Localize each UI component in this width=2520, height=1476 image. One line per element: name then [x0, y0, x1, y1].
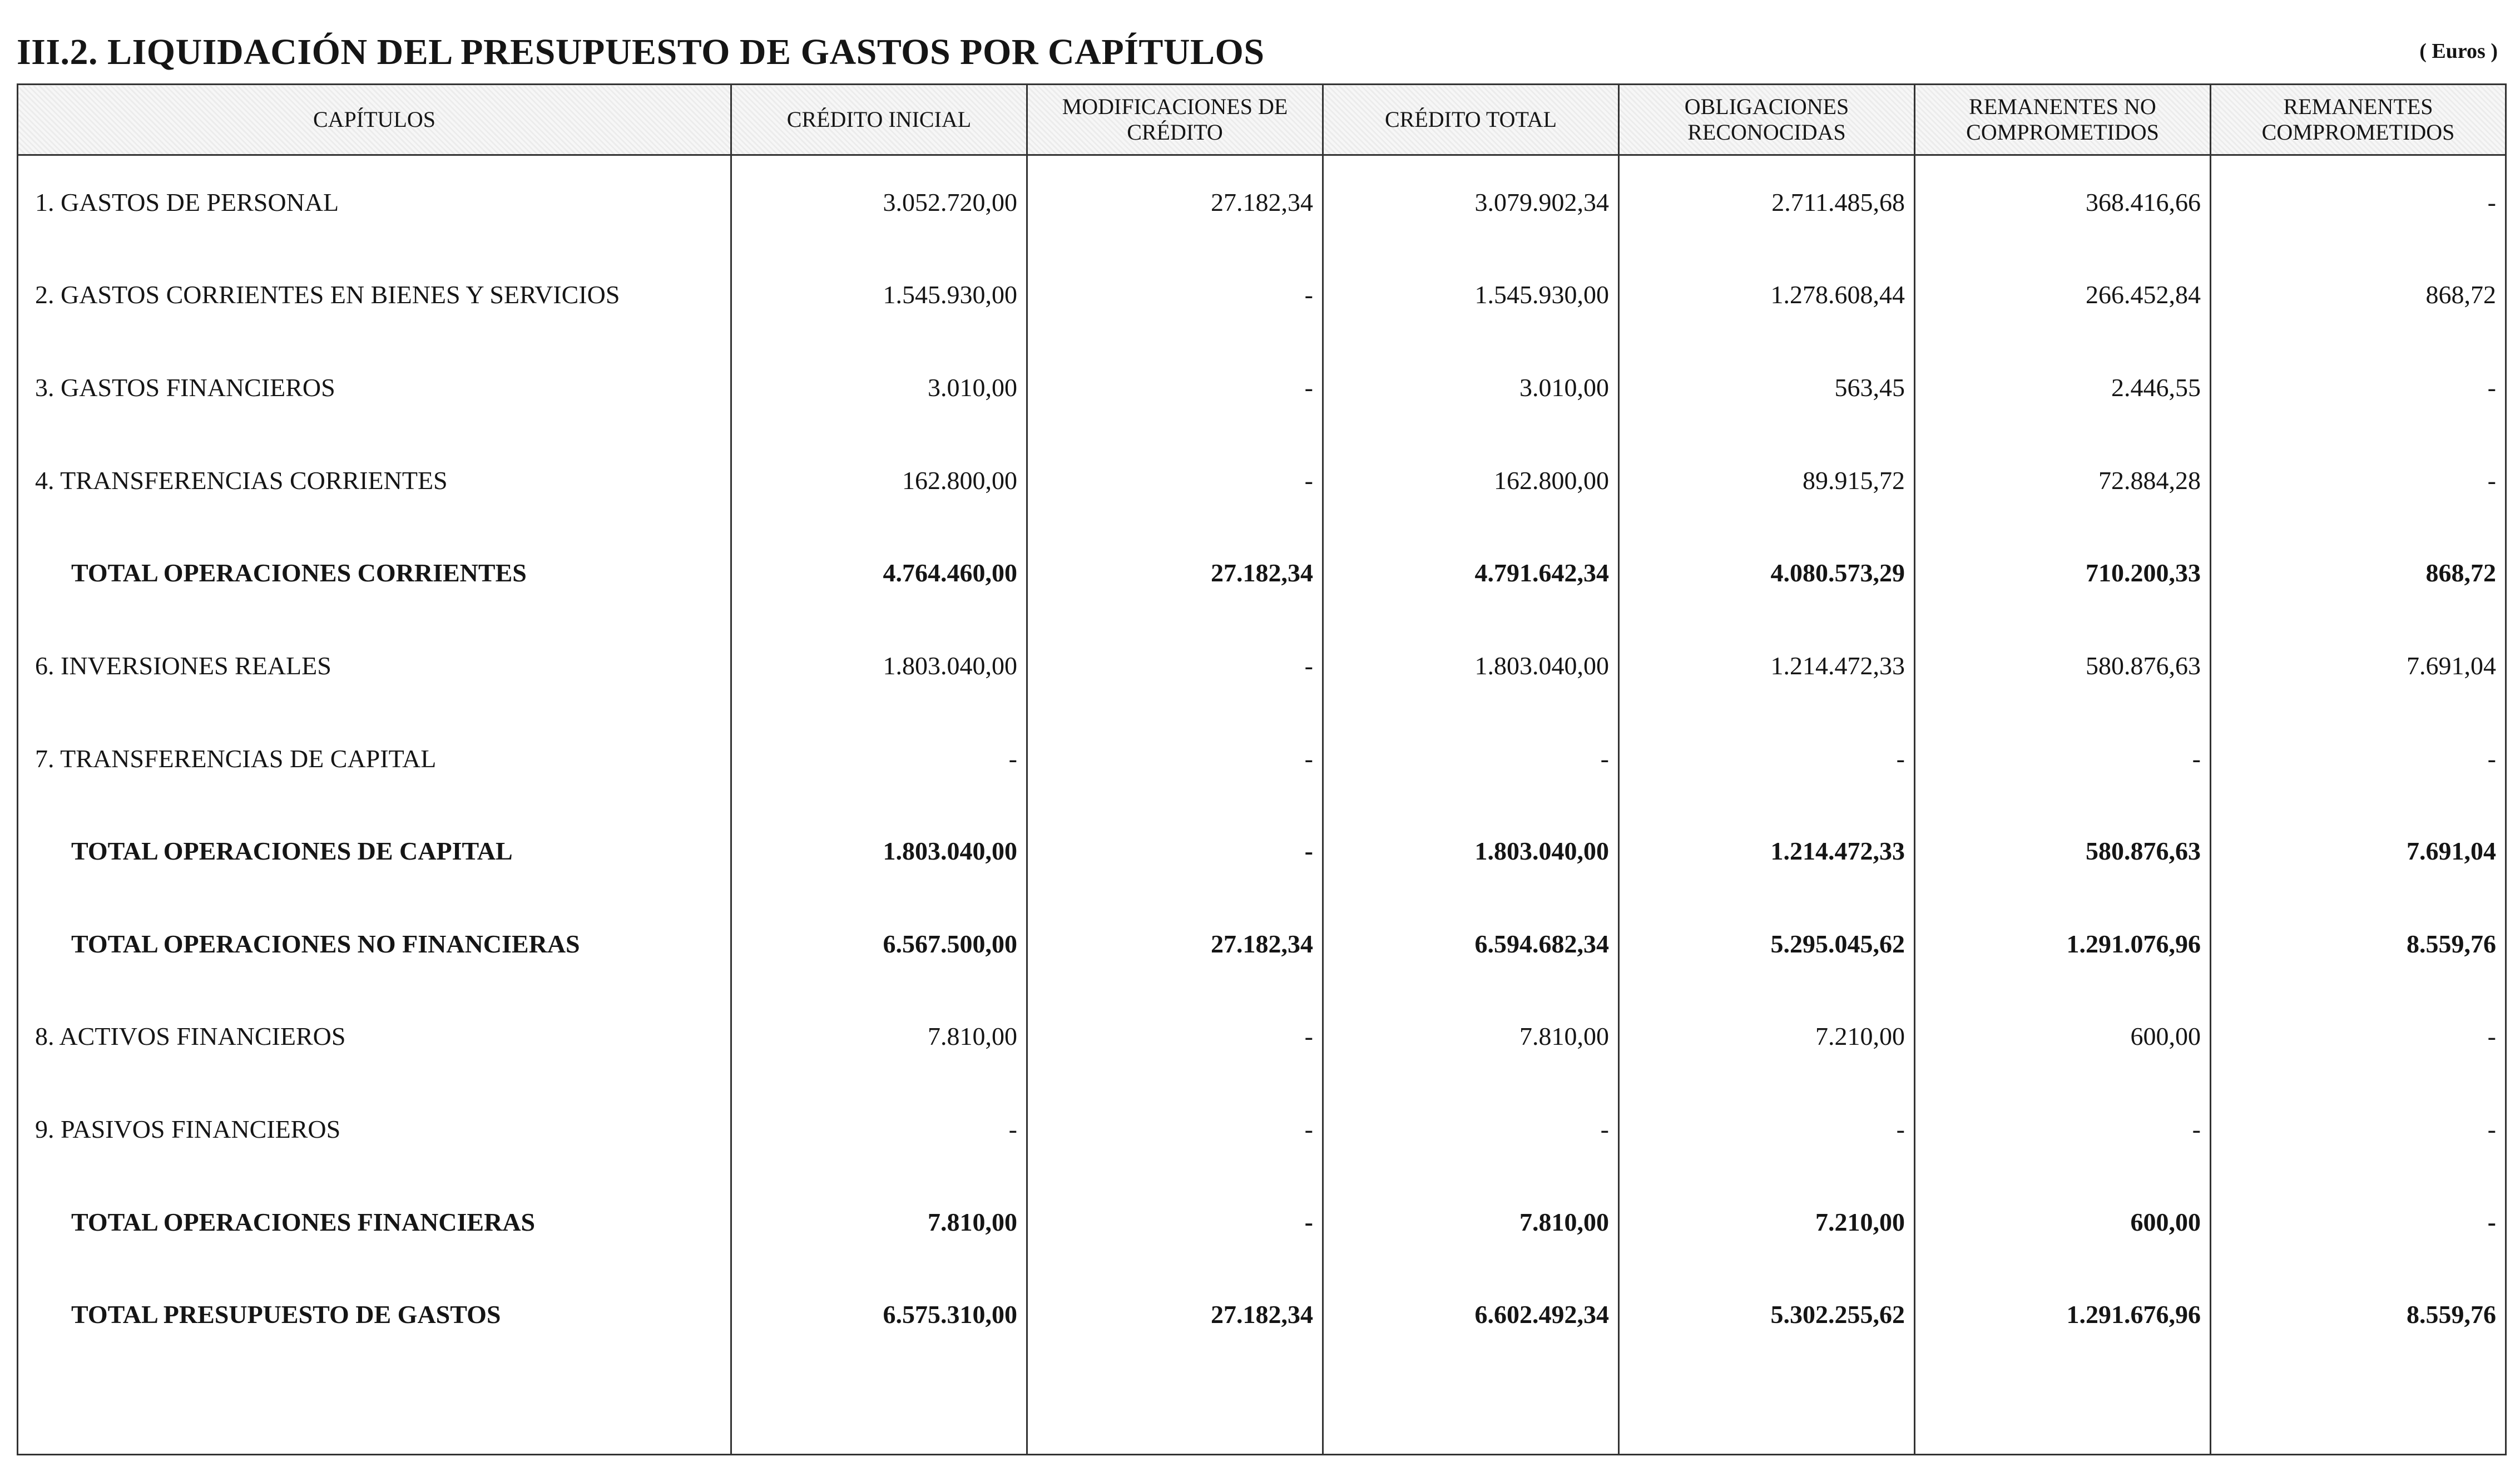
currency-units-label: ( Euros )	[2419, 40, 2498, 63]
cell-remanentes-comprometidos: -	[2211, 155, 2506, 249]
table-blank-row	[18, 1361, 2506, 1454]
cell-credito-inicial: 7.810,00	[731, 1176, 1027, 1268]
row-label: TOTAL OPERACIONES CORRIENTES	[18, 527, 731, 620]
total-row	[18, 1176, 2506, 1268]
cell-credito-total: -	[1323, 712, 1619, 805]
table-row	[18, 434, 2506, 527]
cell-remanentes-comprometidos: -	[2211, 341, 2506, 434]
cell-obligaciones: 5.302.255,62	[1619, 1268, 1915, 1361]
row-label: 8. ACTIVOS FINANCIEROS	[18, 990, 731, 1083]
cell-credito-total: 7.810,00	[1323, 1176, 1619, 1268]
cell-obligaciones: 563,45	[1619, 341, 1915, 434]
cell-credito-total: 6.602.492,34	[1323, 1268, 1619, 1361]
row-label: 6. INVERSIONES REALES	[18, 619, 731, 712]
cell-credito-total: 7.810,00	[1323, 990, 1619, 1083]
cell-credito-inicial: 6.575.310,00	[731, 1268, 1027, 1361]
cell-remanentes-comprometidos: 7.691,04	[2211, 619, 2506, 712]
cell-remanentes-no-comprometidos: 72.884,28	[1915, 434, 2211, 527]
cell-modificaciones: -	[1027, 434, 1323, 527]
cell-remanentes-no-comprometidos: 368.416,66	[1915, 155, 2211, 249]
total-row	[18, 804, 2506, 897]
cell-obligaciones: 5.295.045,62	[1619, 897, 1915, 990]
row-label: TOTAL OPERACIONES NO FINANCIERAS	[18, 897, 731, 990]
cell-remanentes-comprometidos: 8.559,76	[2211, 1268, 2506, 1361]
cell-remanentes-comprometidos: -	[2211, 1176, 2506, 1268]
cell-remanentes-comprometidos: -	[2211, 712, 2506, 805]
grand-total-row	[18, 1268, 2506, 1361]
cell-remanentes-comprometidos: 8.559,76	[2211, 897, 2506, 990]
cell-credito-inicial: 7.810,00	[731, 990, 1027, 1083]
blank-cell	[1915, 1361, 2211, 1454]
cell-credito-inicial: 1.545.930,00	[731, 249, 1027, 342]
cell-remanentes-no-comprometidos: 1.291.076,96	[1915, 897, 2211, 990]
cell-credito-inicial: 6.567.500,00	[731, 897, 1027, 990]
cell-modificaciones: -	[1027, 341, 1323, 434]
cell-credito-total: 3.010,00	[1323, 341, 1619, 434]
column-header-modificaciones: MODIFICACIONES DE CRÉDITO	[1027, 85, 1323, 155]
row-label: 4. TRANSFERENCIAS CORRIENTES	[18, 434, 731, 527]
column-header-credito-inicial: CRÉDITO INICIAL	[731, 85, 1027, 155]
row-label: 2. GASTOS CORRIENTES EN BIENES Y SERVICIOS	[18, 249, 731, 342]
cell-obligaciones: 4.080.573,29	[1619, 527, 1915, 620]
cell-credito-total: 3.079.902,34	[1323, 155, 1619, 249]
column-header-credito-total: CRÉDITO TOTAL	[1323, 85, 1619, 155]
cell-remanentes-no-comprometidos: 600,00	[1915, 1176, 2211, 1268]
cell-modificaciones: 27.182,34	[1027, 527, 1323, 620]
cell-remanentes-no-comprometidos: -	[1915, 1083, 2211, 1176]
cell-credito-total: 4.791.642,34	[1323, 527, 1619, 620]
column-header-obligaciones: OBLIGACIONES RECONOCIDAS	[1619, 85, 1915, 155]
cell-modificaciones: -	[1027, 249, 1323, 342]
cell-modificaciones: 27.182,34	[1027, 1268, 1323, 1361]
cell-credito-total: -	[1323, 1083, 1619, 1176]
cell-obligaciones: -	[1619, 712, 1915, 805]
cell-remanentes-comprometidos: -	[2211, 434, 2506, 527]
cell-obligaciones: 7.210,00	[1619, 990, 1915, 1083]
cell-credito-inicial: 4.764.460,00	[731, 527, 1027, 620]
row-label: 1. GASTOS DE PERSONAL	[18, 155, 731, 249]
table-row	[18, 712, 2506, 805]
cell-remanentes-no-comprometidos: 580.876,63	[1915, 619, 2211, 712]
budget-table	[17, 83, 2507, 1455]
total-row	[18, 897, 2506, 990]
cell-remanentes-no-comprometidos: 2.446,55	[1915, 341, 2211, 434]
total-row	[18, 527, 2506, 620]
column-header-capitulos: CAPÍTULOS	[18, 85, 731, 155]
cell-credito-inicial: 3.010,00	[731, 341, 1027, 434]
cell-remanentes-comprometidos: 868,72	[2211, 249, 2506, 342]
cell-obligaciones: 7.210,00	[1619, 1176, 1915, 1268]
cell-remanentes-no-comprometidos: 600,00	[1915, 990, 2211, 1083]
cell-credito-inicial: -	[731, 712, 1027, 805]
table-row	[18, 619, 2506, 712]
row-label: TOTAL OPERACIONES DE CAPITAL	[18, 804, 731, 897]
cell-remanentes-comprometidos: -	[2211, 1083, 2506, 1176]
column-header-remanentes-comprometidos: REMANENTES COMPROMETIDOS	[2211, 85, 2506, 155]
cell-remanentes-no-comprometidos: 580.876,63	[1915, 804, 2211, 897]
blank-cell	[2211, 1361, 2506, 1454]
cell-remanentes-no-comprometidos: -	[1915, 712, 2211, 805]
column-header-remanentes-no-comprometidos: REMANENTES NO COMPROMETIDOS	[1915, 85, 2211, 155]
cell-modificaciones: -	[1027, 1176, 1323, 1268]
table-row	[18, 341, 2506, 434]
cell-credito-total: 162.800,00	[1323, 434, 1619, 527]
cell-obligaciones: 89.915,72	[1619, 434, 1915, 527]
cell-obligaciones: -	[1619, 1083, 1915, 1176]
cell-remanentes-no-comprometidos: 266.452,84	[1915, 249, 2211, 342]
cell-remanentes-no-comprometidos: 710.200,33	[1915, 527, 2211, 620]
cell-credito-inicial: 1.803.040,00	[731, 804, 1027, 897]
cell-credito-total: 1.545.930,00	[1323, 249, 1619, 342]
cell-obligaciones: 1.214.472,33	[1619, 804, 1915, 897]
table-row	[18, 155, 2506, 249]
table-row	[18, 990, 2506, 1083]
cell-modificaciones: -	[1027, 1083, 1323, 1176]
page-title: III.2. LIQUIDACIÓN DEL PRESUPUESTO DE GASTOS POR CAPÍTULOS	[17, 32, 1265, 72]
row-label: TOTAL PRESUPUESTO DE GASTOS	[18, 1268, 731, 1361]
blank-cell	[1323, 1361, 1619, 1454]
blank-cell	[1027, 1361, 1323, 1454]
cell-remanentes-comprometidos: 868,72	[2211, 527, 2506, 620]
row-label: 9. PASIVOS FINANCIEROS	[18, 1083, 731, 1176]
cell-credito-total: 6.594.682,34	[1323, 897, 1619, 990]
blank-cell	[1619, 1361, 1915, 1454]
cell-remanentes-comprometidos: 7.691,04	[2211, 804, 2506, 897]
cell-credito-inicial: -	[731, 1083, 1027, 1176]
row-label: 3. GASTOS FINANCIEROS	[18, 341, 731, 434]
cell-credito-total: 1.803.040,00	[1323, 804, 1619, 897]
cell-obligaciones: 1.278.608,44	[1619, 249, 1915, 342]
cell-modificaciones: -	[1027, 619, 1323, 712]
cell-remanentes-comprometidos: -	[2211, 990, 2506, 1083]
cell-remanentes-no-comprometidos: 1.291.676,96	[1915, 1268, 2211, 1361]
table-header-row	[18, 85, 2506, 155]
cell-obligaciones: 1.214.472,33	[1619, 619, 1915, 712]
cell-modificaciones: -	[1027, 990, 1323, 1083]
row-label: 7. TRANSFERENCIAS DE CAPITAL	[18, 712, 731, 805]
cell-modificaciones: -	[1027, 712, 1323, 805]
cell-credito-inicial: 1.803.040,00	[731, 619, 1027, 712]
cell-modificaciones: 27.182,34	[1027, 155, 1323, 249]
table-row	[18, 249, 2506, 342]
cell-obligaciones: 2.711.485,68	[1619, 155, 1915, 249]
cell-credito-total: 1.803.040,00	[1323, 619, 1619, 712]
cell-modificaciones: 27.182,34	[1027, 897, 1323, 990]
table-row	[18, 1083, 2506, 1176]
cell-credito-inicial: 3.052.720,00	[731, 155, 1027, 249]
cell-modificaciones: -	[1027, 804, 1323, 897]
blank-cell	[731, 1361, 1027, 1454]
blank-cell	[18, 1361, 731, 1454]
cell-credito-inicial: 162.800,00	[731, 434, 1027, 527]
row-label: TOTAL OPERACIONES FINANCIERAS	[18, 1176, 731, 1268]
